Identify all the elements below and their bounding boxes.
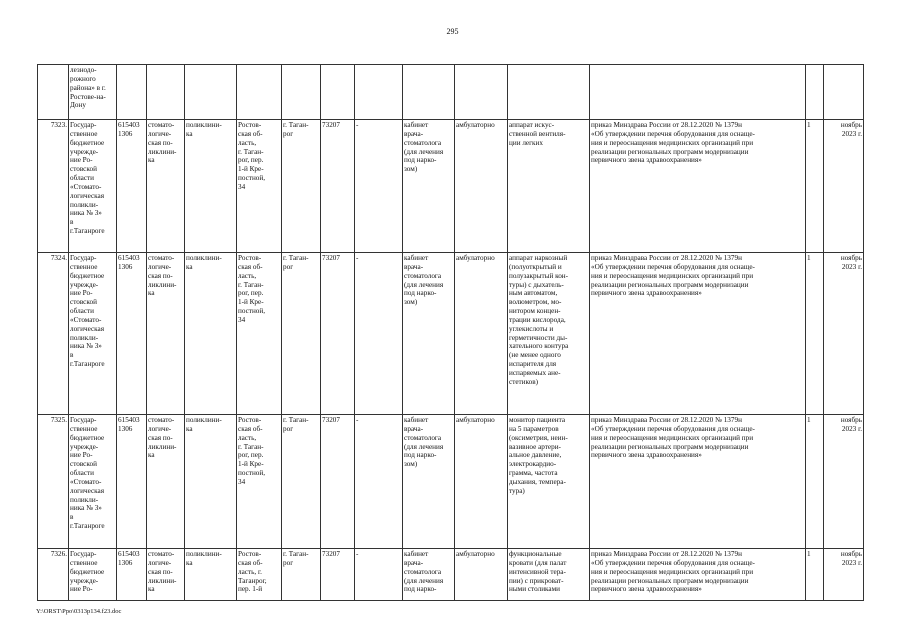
footer-file-path: Y:\ORST\Ppo\0313p134.f23.doc [36, 608, 122, 615]
table-row-continuation [38, 65, 864, 120]
cell-deadline: ноябрь 2023 г. [824, 253, 864, 415]
cell-num: 7324. [38, 253, 69, 415]
cell-care: амбулаторно [455, 253, 508, 415]
cell-org: Государ- ственное бюджетное учрежде- ние Ро- стовской области «Стомато- логическая поликли- ника № 3» в г.Таганроге [69, 253, 117, 415]
table-row [38, 549, 864, 601]
cell-type: поликлини- ка [185, 549, 237, 601]
cell-type: поликлини- ка [185, 253, 237, 415]
cell-oktmo: 73207 [321, 549, 355, 601]
cell-deadline: ноябрь 2023 г. [824, 120, 864, 253]
cell-equipment: монитор пациента на 5 параметров (оксиметрия, неин- вазивное артери- альное давление, электрокардио- грамма, частота дыхания, темпера- тура) [508, 415, 590, 549]
cell-basis: приказ Минздрава России от 28.12.2020 № 1379н «Об утверждении перечня оборудования для оснаще- ния и переоснащения медицинских организаций при реализации региональных программ модернизации первичного звена здравоохранения» [590, 120, 806, 253]
cell-type: поликлини- ка [185, 120, 237, 253]
cell-code: 615403 1306 [117, 415, 147, 549]
cell-num: 7325. [38, 415, 69, 549]
cell-deadline: ноябрь 2023 г. [824, 415, 864, 549]
cell-city: г. Таган- рог [282, 253, 321, 415]
cell-num [38, 65, 69, 120]
cell-city: г. Таган- рог [282, 549, 321, 601]
cell-dash: - [355, 120, 403, 253]
cell-code: 615403 1306 [117, 253, 147, 415]
cell-org: Государ- ственное бюджетное учрежде- ние Ро- стовской области «Стомато- логическая поликли- ника № 3» в г.Таганроге [69, 415, 117, 549]
cell-num: 7326. [38, 549, 69, 601]
cell-profile: стомато- логиче- ская по- ликлини- ка [147, 415, 185, 549]
cell-org: Государ- ственное бюджетное учрежде- ние Ро- стовской области «Стомато- логическая поликли- ника № 3» в г.Таганроге [69, 120, 117, 253]
cell-profile: стомато- логиче- ская по- ликлини- ка [147, 253, 185, 415]
cell-dash: - [355, 253, 403, 415]
cell-care: амбулаторно [455, 120, 508, 253]
cell-city: г. Таган- рог [282, 120, 321, 253]
cell-qty: 1 [806, 253, 824, 415]
cell-oktmo: 73207 [321, 415, 355, 549]
cell-qty: 1 [806, 415, 824, 549]
cell-deadline: ноябрь 2023 г. [824, 549, 864, 601]
cell-address: Ростов- ская об- ласть, г. Таган- рог, пер. 1-й Кре- постной, 34 [237, 120, 282, 253]
table-row [38, 415, 864, 549]
cell-org: лезнодо- рожного района» в г. Ростове-на- Дону [69, 65, 117, 120]
cell-type: поликлини- ка [185, 415, 237, 549]
cell-city: г. Таган- рог [282, 415, 321, 549]
cell-code: 615403 1306 [117, 549, 147, 601]
cell-address: Ростов- ская об- ласть, г. Таган- рог, пер. 1-й Кре- постной, 34 [237, 415, 282, 549]
cell-org: Государ- ственное бюджетное учрежде- ние Ро- [69, 549, 117, 601]
cell-oktmo: 73207 [321, 120, 355, 253]
cell-profile: стомато- логиче- ская по- ликлини- ка [147, 549, 185, 601]
cell-room: кабинет врача- стоматолога (для лечения под нарко- зом) [403, 120, 455, 253]
cell-qty: 1 [806, 120, 824, 253]
cell-oktmo: 73207 [321, 253, 355, 415]
cell-dash: - [355, 549, 403, 601]
cell-care: амбулаторно [455, 549, 508, 601]
cell-room: кабинет врача- стоматолога (для лечения под нарко- зом) [403, 415, 455, 549]
cell-dash: - [355, 415, 403, 549]
cell-equipment: аппарат наркозный (полуоткрытый и полузакрытый кон- туры) с дыхатель- ным автоматом, волюметром, мо- нитором концен- трации кислорода, углекислоты и герметичности ды- хательного контура (не менее одного испарителя для испаряемых ане- стетиков) [508, 253, 590, 415]
cell-basis: приказ Минздрава России от 28.12.2020 № 1379н «Об утверждении перечня оборудования для оснаще- ния и переоснащения медицинских организаций при реализации региональных программ модернизации первичного звена здравоохранения» [590, 549, 806, 601]
cell-basis: приказ Минздрава России от 28.12.2020 № 1379н «Об утверждении перечня оборудования для оснаще- ния и переоснащения медицинских организаций при реализации региональных программ модернизации первичного звена здравоохранения» [590, 415, 806, 549]
equipment-table [37, 64, 864, 601]
cell-equipment: аппарат искус- ственной вентиля- ции легких [508, 120, 590, 253]
table-row [38, 253, 864, 415]
cell-address: Ростов- ская об- ласть, г. Таганрог, пер. 1-й [237, 549, 282, 601]
cell-qty: 1 [806, 549, 824, 601]
cell-num: 7323. [38, 120, 69, 253]
cell-basis: приказ Минздрава России от 28.12.2020 № 1379н «Об утверждении перечня оборудования для оснаще- ния и переоснащения медицинских организаций при реализации региональных программ модернизации первичного звена здравоохранения» [590, 253, 806, 415]
cell-code: 615403 1306 [117, 120, 147, 253]
cell-room: кабинет врача- стоматолога (для лечения под нарко- зом) [403, 253, 455, 415]
cell-address: Ростов- ская об- ласть, г. Таган- рог, пер. 1-й Кре- постной, 34 [237, 253, 282, 415]
page-number: 295 [446, 27, 459, 36]
cell-equipment: функциональные кровати (для палат интенсивной тера- пии) с прикроват- ными столиками [508, 549, 590, 601]
cell-profile: стомато- логиче- ская по- ликлини- ка [147, 120, 185, 253]
table-row [38, 120, 864, 253]
cell-care: амбулаторно [455, 415, 508, 549]
cell-room: кабинет врача- стоматолога (для лечения под нарко- [403, 549, 455, 601]
